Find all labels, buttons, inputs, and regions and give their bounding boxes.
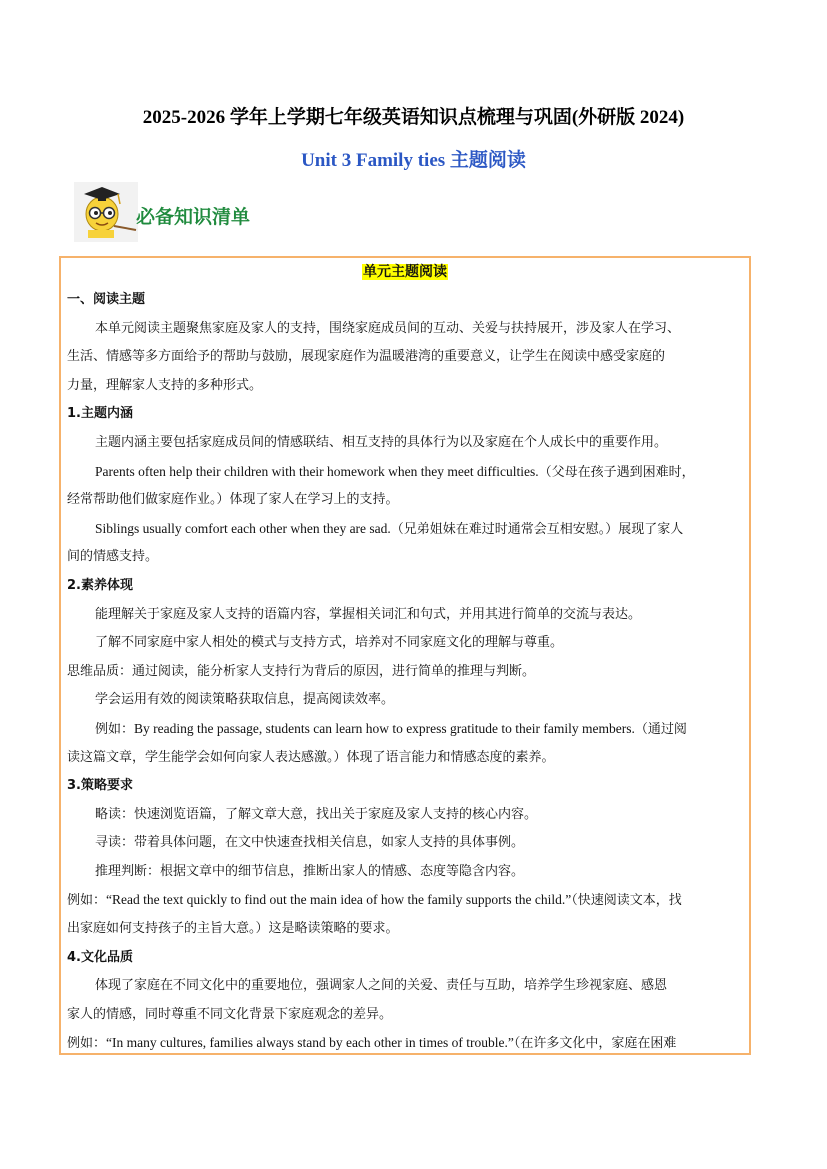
paragraph-line: 思维品质：通过阅读，能分析家人支持行为背后的原因，进行简单的推理与判断。 bbox=[67, 663, 536, 679]
paragraph-line: 力量，理解家人支持的多种形式。 bbox=[67, 377, 263, 393]
heading-culture: 4.文化品质 bbox=[67, 949, 133, 965]
paragraph-line: 主题内涵主要包括家庭成员间的情感联结、相互支持的具体行为以及家庭在个人成长中的重要作用。 bbox=[95, 434, 668, 450]
box-content bbox=[67, 286, 747, 1055]
example-line: Siblings usually comfort each other when they are sad.（兄弟姐妹在难过时通常会互相安慰。）展现了家人 bbox=[95, 520, 684, 537]
example-line: 经常帮助他们做家庭作业。）体现了家人在学习上的支持。 bbox=[67, 492, 399, 508]
unit-subtitle: Unit 3 Family ties 主题阅读 bbox=[301, 150, 526, 171]
example-line: Parents often help their children with their homework when they meet difficulties.（父母在孩子遇到困难时， bbox=[95, 463, 695, 480]
paragraph-line: 家人的情感，同时尊重不同文化背景下家庭观念的差异。 bbox=[67, 1006, 393, 1022]
paragraph-line: 能理解关于家庭及家人支持的语篇内容，掌握相关词汇和句式，并用其进行简单的交流与表达。 bbox=[95, 606, 642, 622]
paragraph-line: 本单元阅读主题聚焦家庭及家人的支持，围绕家庭成员间的互动、关爱与扶持展开，涉及家人在学习、 bbox=[95, 320, 681, 336]
scholar-mascot-icon bbox=[74, 182, 138, 242]
heading-theme-connotation: 1.主题内涵 bbox=[67, 406, 133, 422]
paragraph-line: 寻读：带着具体问题，在文中快速查找相关信息，如家人支持的具体事例。 bbox=[95, 835, 525, 851]
example-line: 出家庭如何支持孩子的主旨大意。）这是略读策略的要求。 bbox=[67, 921, 399, 937]
heading-literacy: 2.素养体现 bbox=[67, 577, 133, 593]
paragraph-line: 体现了家庭在不同文化中的重要地位，强调家人之间的关爱、责任与互助，培养学生珍视家庭、感恩 bbox=[95, 978, 668, 994]
section-label: 必备知识清单 bbox=[136, 206, 251, 228]
paragraph-line: 学会运用有效的阅读策略获取信息，提高阅读效率。 bbox=[95, 692, 395, 708]
heading-strategy: 3.策略要求 bbox=[67, 778, 133, 794]
example-line: 例如：By reading the passage, students can learn how to express gratitude to their family members.（通过阅 bbox=[95, 720, 687, 737]
heading-reading-theme: 一、阅读主题 bbox=[67, 292, 146, 307]
paragraph-line: 推理判断：根据文章中的细节信息，推断出家人的情感、态度等隐含内容。 bbox=[95, 863, 525, 879]
example-line: 例如：“Read the text quickly to find out the main idea of how the family supports the child.”（快速阅读文本，找 bbox=[67, 892, 682, 909]
paragraph-line: 略读：快速浏览语篇，了解文章大意，找出关于家庭及家人支持的核心内容。 bbox=[95, 806, 538, 822]
example-line: 例如：“In many cultures, families always stand by each other in times of trouble.”（在许多文化中，家庭在困难 bbox=[67, 1035, 677, 1052]
document-title: 2025-2026 学年上学期七年级英语知识点梳理与巩固(外研版 2024) bbox=[142, 107, 685, 128]
paragraph-line: 了解不同家庭中家人相处的模式与支持方式，培养对不同家庭文化的理解与尊重。 bbox=[95, 635, 564, 651]
example-line: 间的情感支持。 bbox=[67, 549, 159, 565]
paragraph-line: 生活、情感等多方面给予的帮助与鼓励，展现家庭作为温暖港湾的重要意义，让学生在阅读中感受家庭的 bbox=[67, 349, 666, 365]
example-line: 读这篇文章，学生能学会如何向家人表达感激。）体现了语言能力和情感态度的素养。 bbox=[67, 749, 555, 765]
box-heading: 单元主题阅读 bbox=[363, 264, 447, 280]
unit-reading-box bbox=[59, 256, 751, 1055]
